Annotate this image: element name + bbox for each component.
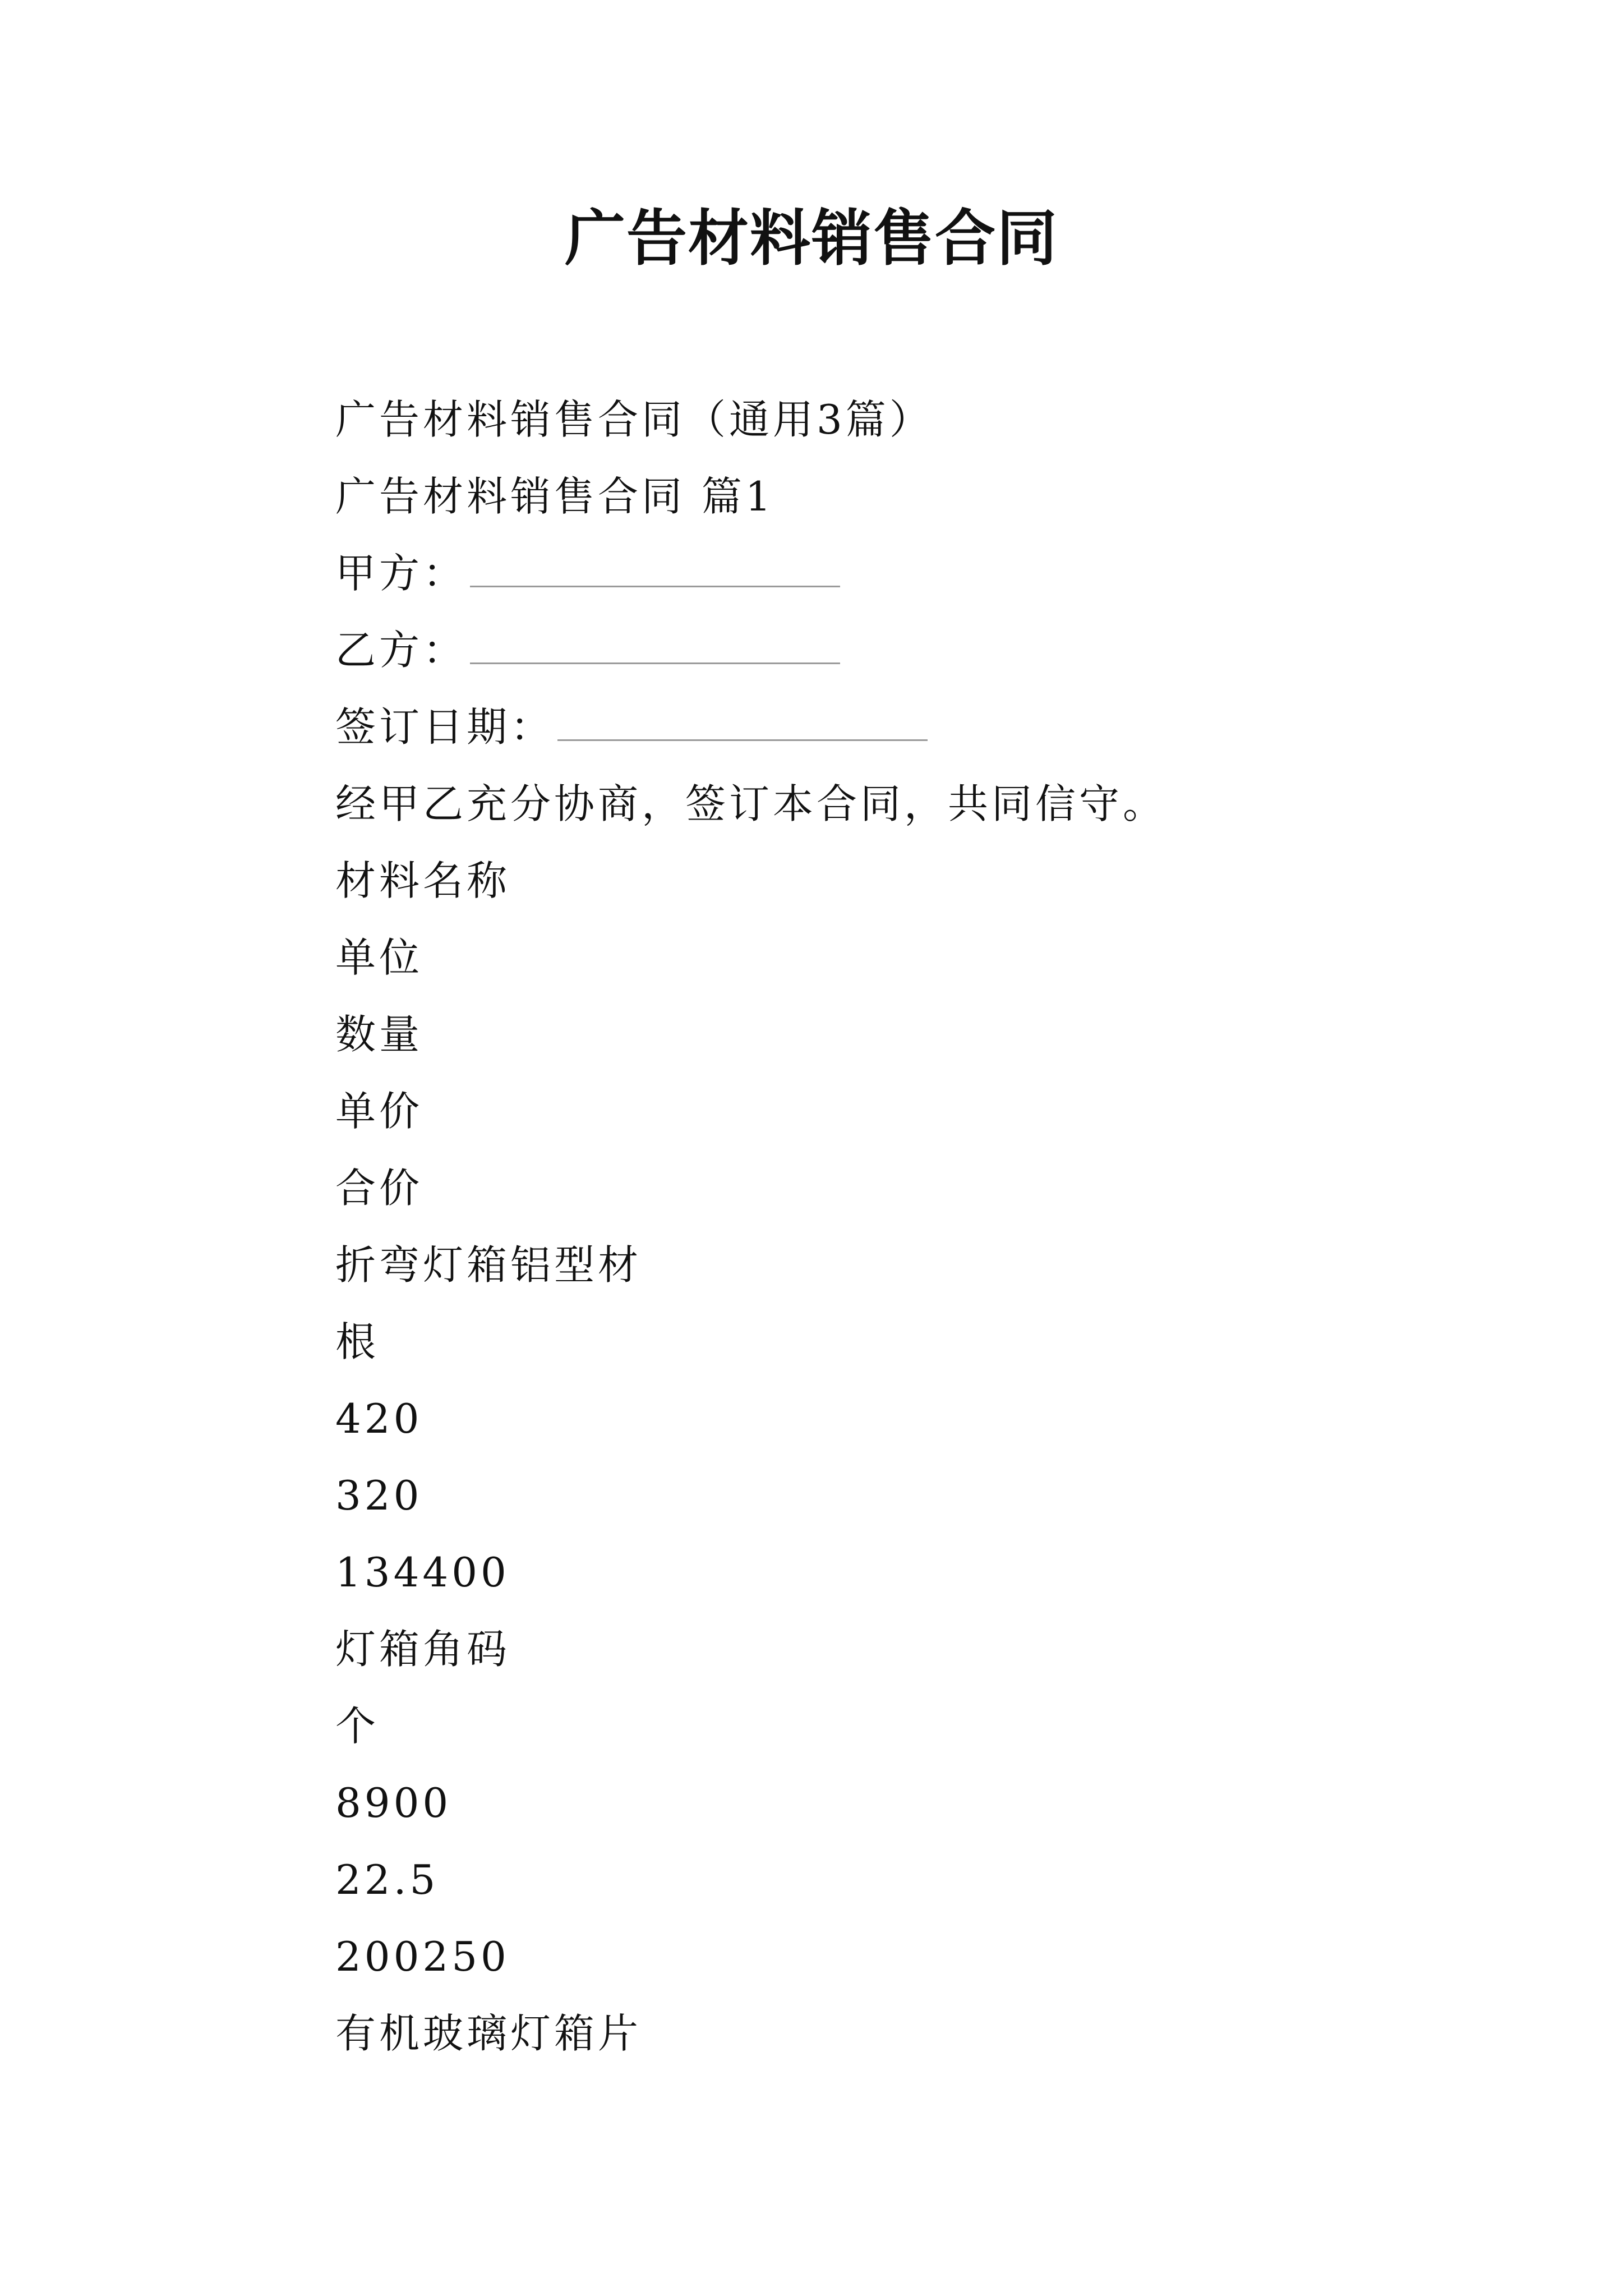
item-unit-price: 22.5 [335, 1856, 439, 1903]
party-b-label: 乙方： [335, 627, 467, 674]
column-header-quantity: 数量 [335, 1011, 423, 1058]
item-name: 有机玻璃灯箱片 [335, 2010, 642, 2057]
sign-date-line [335, 689, 1513, 766]
document-body [335, 381, 1513, 2072]
party-a-blank [470, 563, 840, 587]
item-unit: 根 [335, 1318, 380, 1365]
subtitle-line: 广告材料销售合同（通用3篇） [335, 396, 933, 443]
column-header-material-name: 材料名称 [335, 857, 511, 904]
section-heading: 广告材料销售合同 篇1 [335, 473, 774, 520]
item-name: 灯箱角码 [335, 1626, 511, 1673]
item-unit: 个 [335, 1703, 380, 1750]
agreement-statement: 经甲乙充分协商，签订本合同，共同信守。 [335, 780, 1167, 827]
party-a-label: 甲方： [335, 550, 467, 597]
sign-date-blank [557, 717, 928, 741]
column-header-unit-price: 单价 [335, 1088, 423, 1135]
sign-date-label: 签订日期： [335, 703, 555, 751]
column-header-total-price: 合价 [335, 1165, 423, 1212]
column-header-unit: 单位 [335, 934, 423, 981]
item-name: 折弯灯箱铝型材 [335, 1241, 642, 1289]
document-title: 广告材料销售合同 [564, 203, 1058, 274]
party-a-line [335, 535, 1513, 612]
item-total-price: 200250 [335, 1933, 510, 1980]
item-total-price: 134400 [335, 1549, 510, 1596]
item-unit-price: 320 [335, 1472, 423, 1519]
party-b-line [335, 612, 1513, 689]
party-b-blank [470, 640, 840, 664]
item-quantity: 420 [335, 1395, 423, 1442]
item-quantity: 8900 [335, 1779, 452, 1826]
